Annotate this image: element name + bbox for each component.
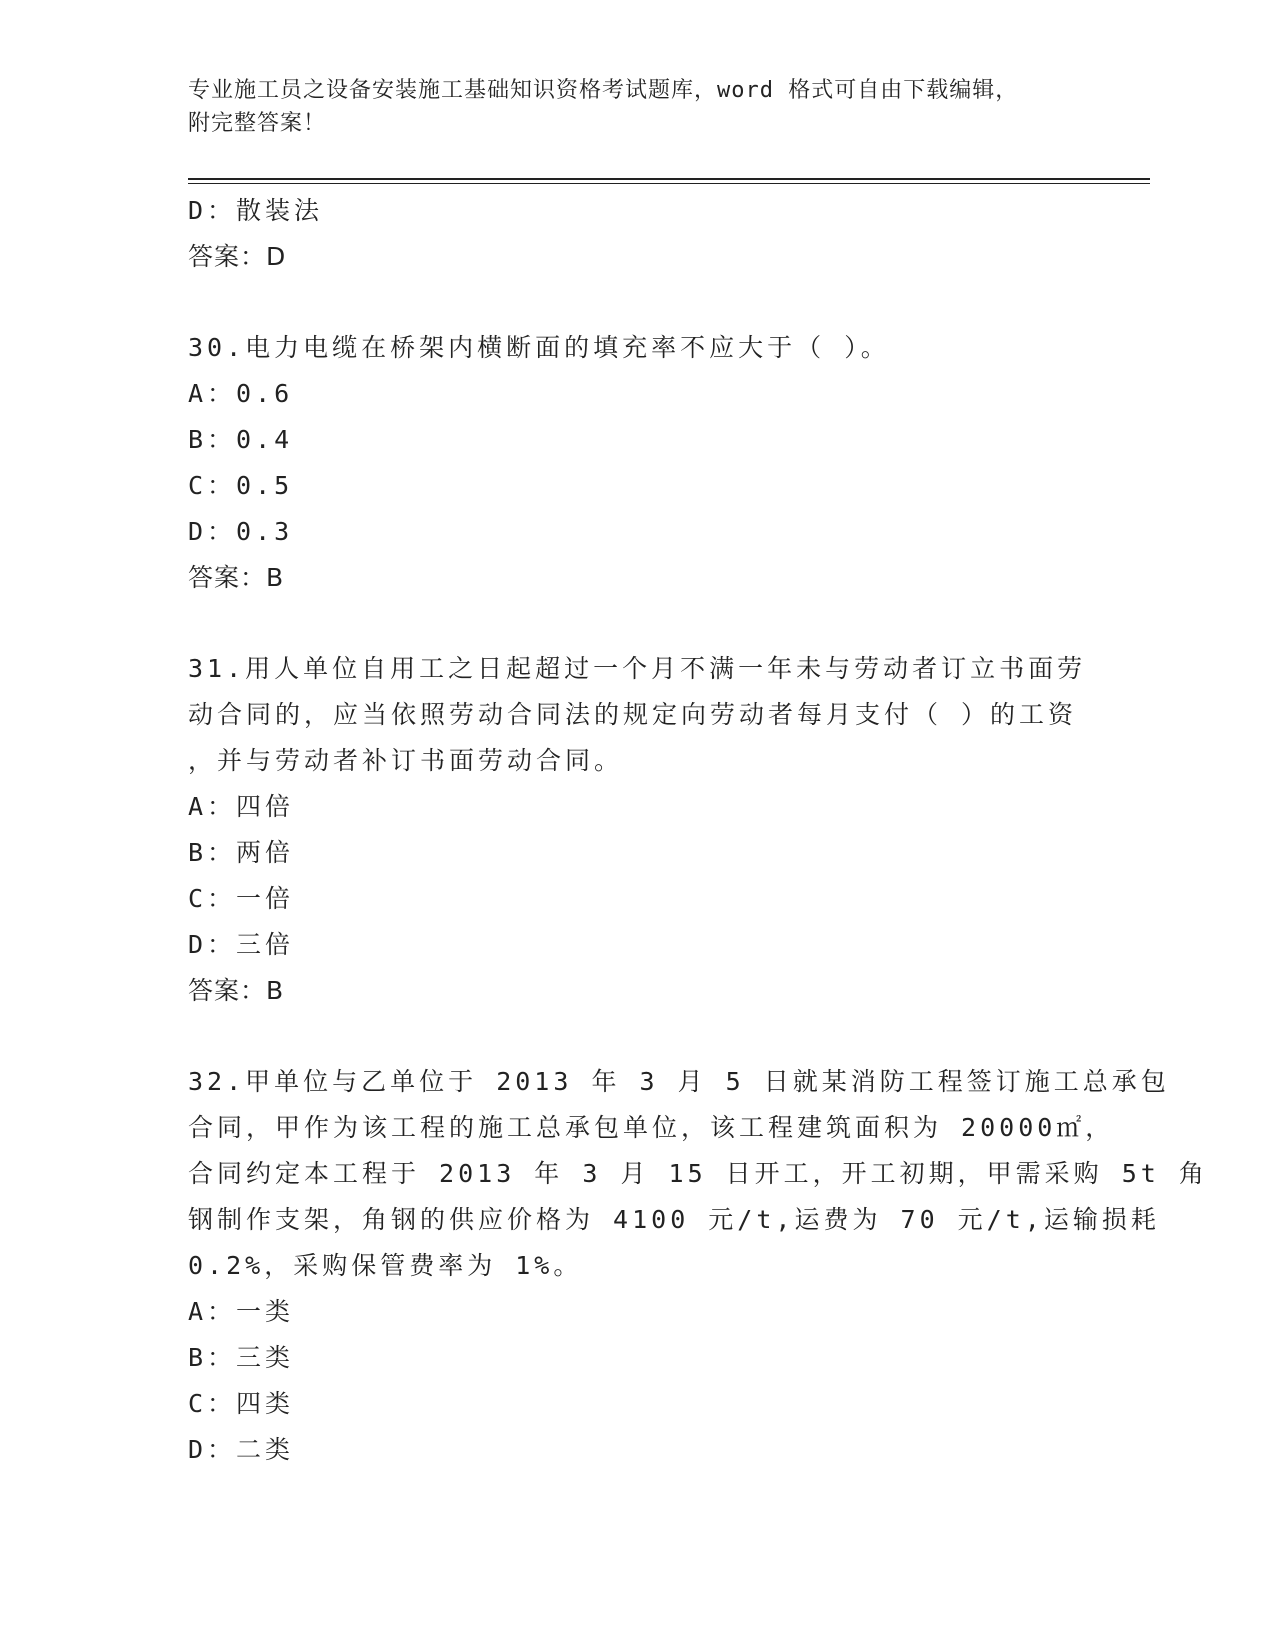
option-c: C：一倍 [188,884,295,913]
question-text: 30.电力电缆在桥架内横断面的填充率不应大于（ ）。 [188,333,890,362]
question-text-line-5: 0.2%，采购保管费率为 1%。 [188,1251,583,1280]
answer: 答案：B [188,976,285,1005]
option-d: D：散装法 [188,196,324,225]
option-c: C：0.5 [188,471,294,500]
question-text-line-2: 动合同的，应当依照劳动合同法的规定向劳动者每月支付（ ）的工资 [188,700,1078,729]
question-text-line-1: 31.用人单位自用工之日起超过一个月不满一年未与劳动者订立书面劳 [188,654,1087,683]
question-text-line-3: 合同约定本工程于 2013 年 3 月 15 日开工，开工初期，甲需采购 5t 角 [188,1159,1208,1188]
document-header [188,74,1068,140]
option-a: A：0.6 [188,379,294,408]
option-b: B：0.4 [188,425,294,454]
question-32 [188,1059,1208,1473]
question-text-line-2: 合同，甲作为该工程的施工总承包单位，该工程建筑面积为 20000㎡， [188,1113,1115,1142]
option-a: A：四倍 [188,792,295,821]
answer: 答案：D [188,242,287,271]
document-body [188,188,1208,1473]
question-text-line-3: ，并与劳动者补订书面劳动合同。 [188,746,624,775]
answer: 答案：B [188,563,285,592]
option-d: D：二类 [188,1435,295,1464]
option-a: A：一类 [188,1297,295,1326]
question-text-line-1: 32.甲单位与乙单位于 2013 年 3 月 5 日就某消防工程签订施工总承包 [188,1067,1170,1096]
question-31 [188,646,1087,1014]
question-text-line-4: 钢制作支架，角钢的供应价格为 4100 元/t,运费为 70 元/t,运输损耗 [188,1205,1160,1234]
option-b: B：两倍 [188,838,295,867]
question-30 [188,325,1068,601]
option-d: D：0.3 [188,517,294,546]
option-b: B：三类 [188,1343,295,1372]
header-divider [188,178,1150,184]
header-line-2: 附完整答案！ [188,111,327,136]
option-c: C：四类 [188,1389,295,1418]
option-d: D：三倍 [188,930,295,959]
header-line-1: 专业施工员之设备安装施工基础知识资格考试题库，word 格式可自由下载编辑， [188,78,1019,103]
